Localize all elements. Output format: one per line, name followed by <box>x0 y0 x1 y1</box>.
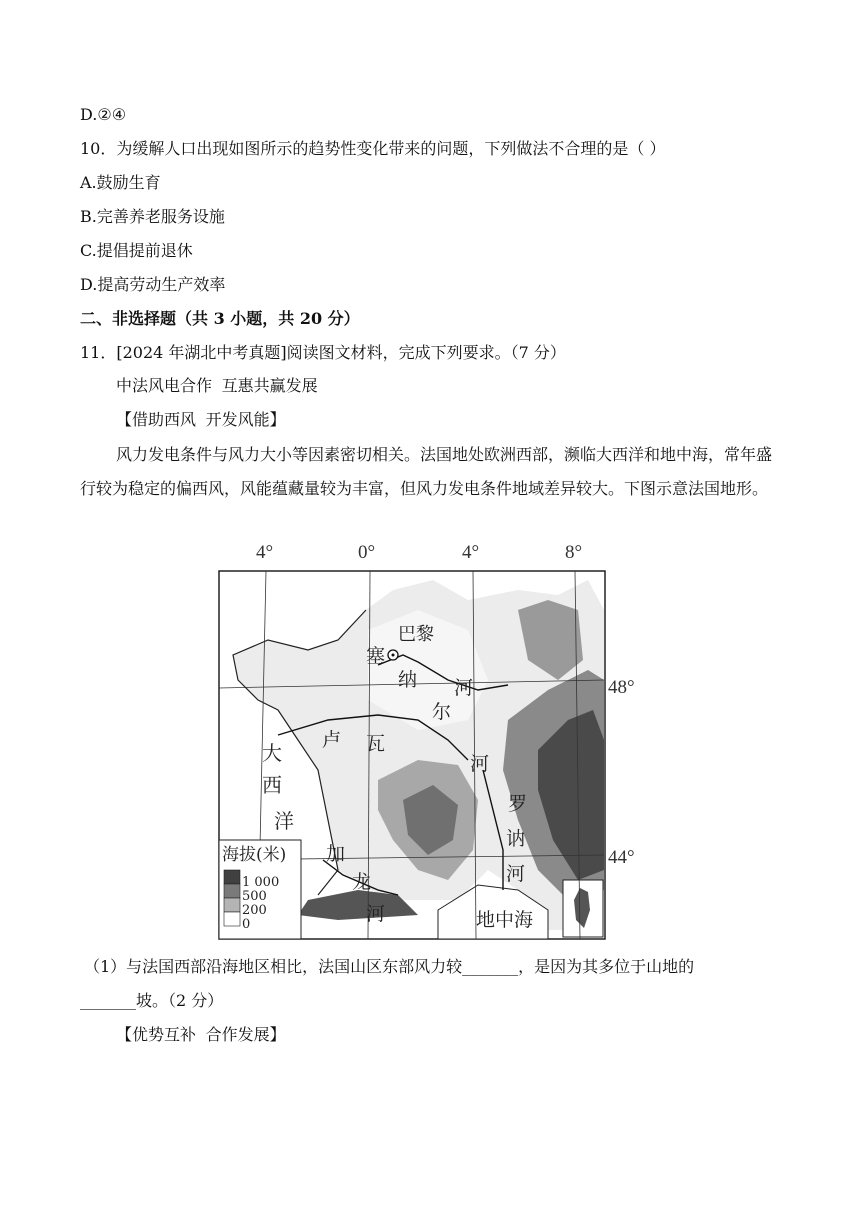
legend-value-500: 500 <box>242 889 267 904</box>
garonne-char-2: 龙 <box>352 871 372 893</box>
q10-option-c: C.提倡提前退休 <box>80 241 193 260</box>
rhone-char-3: 河 <box>506 863 526 885</box>
loire-char-1: 卢 <box>322 729 342 751</box>
q11-sub1-line2: _______坡。（2 分） <box>80 991 224 1010</box>
legend-swatch-200 <box>224 898 240 912</box>
ocean-char-3: 洋 <box>274 809 294 833</box>
seine-char-2: 纳 <box>398 669 418 691</box>
legend-value-0: 0 <box>242 917 251 932</box>
seine-char-3: 尔 <box>432 701 452 723</box>
q11-stem: 11．[2024 年湖北中考真题]阅读图文材料，完成下列要求。（7 分） <box>80 343 566 362</box>
legend-title: 海拔(米) <box>222 845 287 865</box>
city-paris: 巴黎 <box>398 624 434 645</box>
legend-swatch-0 <box>224 912 240 926</box>
q10-option-a: A.鼓励生育 <box>80 173 161 192</box>
section-title: 二、非选择题（共 3 小题，共 20 分） <box>80 309 360 328</box>
lat-label-48: 48° <box>608 677 635 698</box>
legend-value-1000: 1 000 <box>242 875 280 890</box>
q11-paragraph: 风力发电条件与风力大小等因素密切相关。法国地处欧洲西部，濒临大西洋和地中海，常年盛行较为稳定的偏西风，风能蕴藏量较为丰富，但风力发电条件地域差异较大。下图示意法国地形。 <box>80 445 773 498</box>
lon-label-4e: 4° <box>462 542 480 563</box>
q10-option-b: B.完善养老服务设施 <box>80 207 225 226</box>
lon-label-8e: 8° <box>565 542 583 563</box>
loire-char-4: 河 <box>470 753 490 775</box>
q11-sub1-line1: （1）与法国西部沿海地区相比，法国山区东部风力较_______，是因为其多位于山地的 <box>84 957 695 976</box>
garonne-char-3: 河 <box>366 903 386 925</box>
lon-label-4w: 4° <box>256 542 274 563</box>
q11-heading-1: 【借助西风 开发风能】 <box>116 410 286 429</box>
lat-label-44: 44° <box>608 847 635 868</box>
map-canvas <box>218 570 608 942</box>
q10-stem: 10．为缓解人口出现如图所示的趋势性变化带来的问题，下列做法不合理的是（ ） <box>80 139 666 158</box>
legend-value-200: 200 <box>242 903 267 918</box>
loire-char-2: 瓦 <box>366 733 386 755</box>
garonne-char-1: 加 <box>326 843 346 865</box>
sea-label: 地中海 <box>476 909 534 931</box>
ocean-char-2: 西 <box>262 773 282 797</box>
seine-char-4: 河 <box>454 677 474 699</box>
rhone-char-1: 罗 <box>508 793 528 815</box>
rhone-char-2: 讷 <box>506 828 526 850</box>
legend-swatches <box>224 870 240 926</box>
prev-option: D.②④ <box>80 105 127 124</box>
legend-swatch-500 <box>224 884 240 898</box>
legend-swatch-1000 <box>224 870 240 884</box>
ocean-char-1: 大 <box>262 741 282 765</box>
q11-heading-2: 【优势互补 合作发展】 <box>116 1025 286 1044</box>
france-terrain-map <box>218 540 638 940</box>
q11-theme: 中法风电合作 互惠共赢发展 <box>116 376 318 395</box>
seine-char-1: 塞 <box>366 645 386 667</box>
lon-label-0: 0° <box>358 542 376 563</box>
q10-option-d: D.提高劳动生产效率 <box>80 275 226 294</box>
